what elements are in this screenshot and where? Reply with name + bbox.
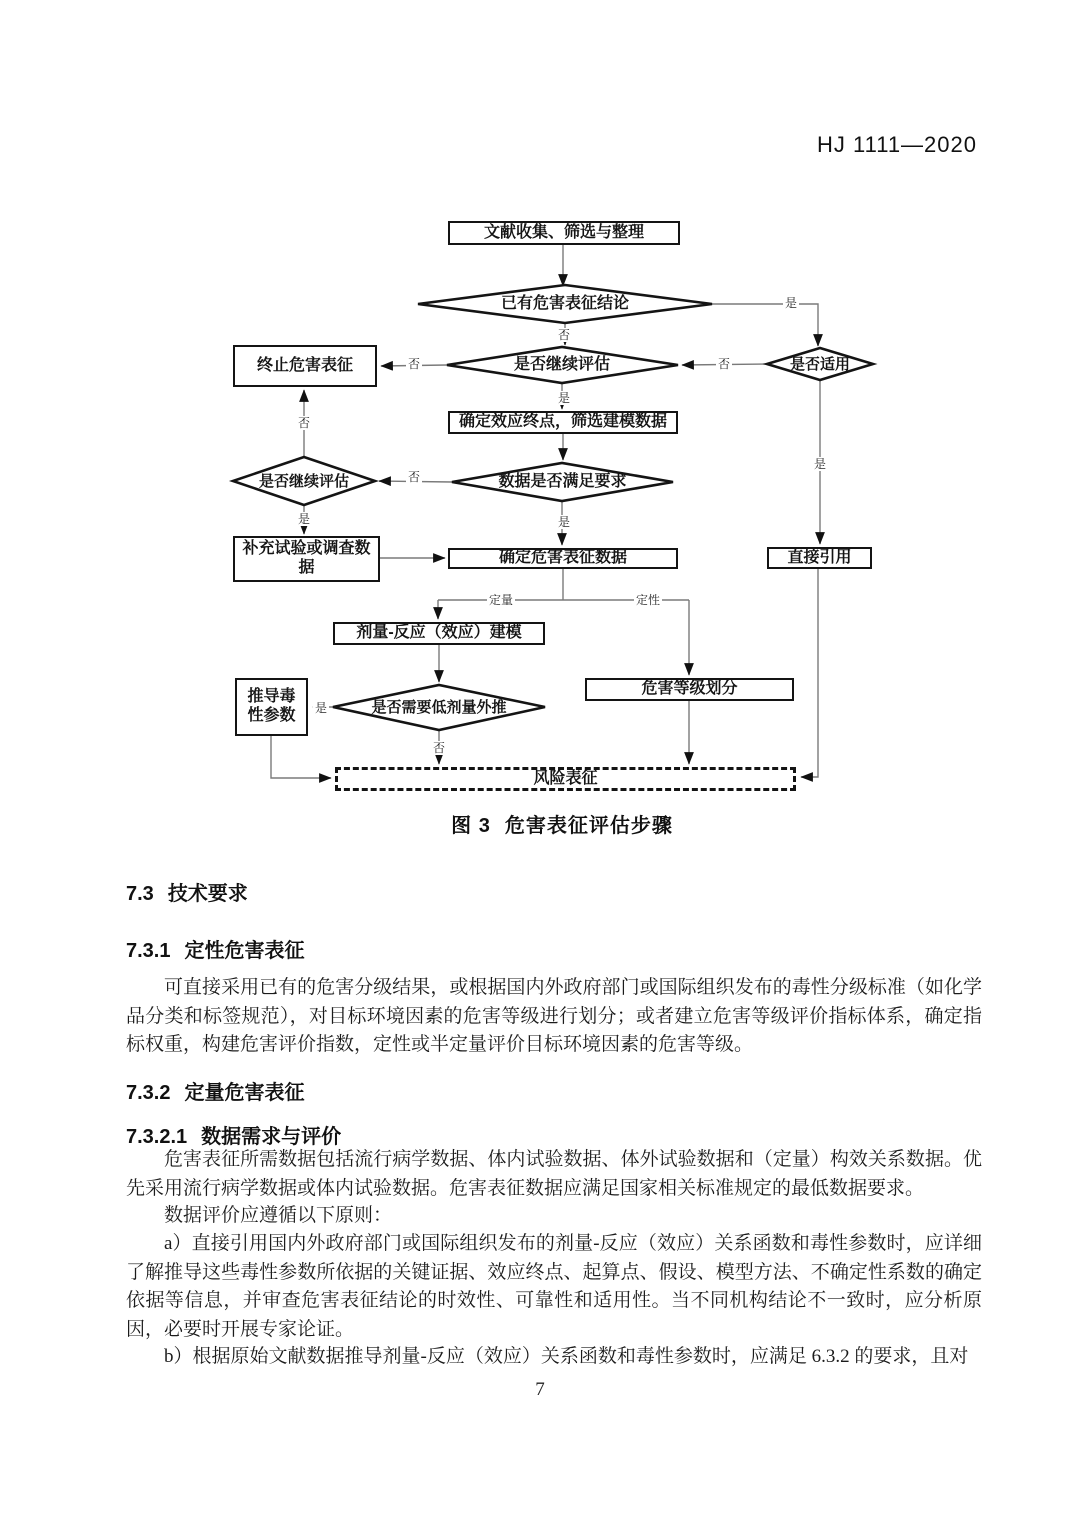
edge-label-no-existing-to-continue1: 否 xyxy=(558,328,571,342)
edge-label-no-continue2-up: 否 xyxy=(298,416,311,430)
heading-7-3-2 xyxy=(126,1076,304,1105)
edge-label-yes-lowdose-to-derive: 是 xyxy=(315,701,328,715)
diamond-low-dose xyxy=(333,685,545,730)
flowchart-box-supplement: 补充试验或调查数据 xyxy=(233,536,380,582)
figure-caption-number: 图 3 xyxy=(451,815,491,837)
list-item-b: b）根据原始文献数据推导剂量-反应（效应）关系函数和毒性参数时，应满足 6.3.2 的要求，且对 xyxy=(164,1346,969,1367)
heading-7-3-2-title: 定量危害表征 xyxy=(184,1082,305,1104)
edge-label-no-lowdose-to-risk: 否 xyxy=(433,741,446,755)
flowchart-box-determine-data: 确定危害表征数据 xyxy=(448,548,678,569)
diamond-applicable xyxy=(767,348,873,380)
paragraph-data-requirements: 危害表征所需数据包括流行病学数据、体内试验数据、体外试验数据和（定量）构效关系数据。优先采用流行病学数据或体内试验数据。危害表征数据应满足国家相关标准规定的最低数据要求。 xyxy=(126,1149,982,1199)
flowchart-box-risk-characterization: 风险表征 xyxy=(335,767,796,791)
flowchart-box-dose-response-modeling: 剂量-反应（效应）建模 xyxy=(333,622,545,645)
diamond-continue-eval-1 xyxy=(447,347,678,383)
heading-7-3-1-number: 7.3.1 xyxy=(126,940,171,962)
heading-7-3-2-1 xyxy=(126,1120,341,1149)
flowchart-box-derive-toxicity: 推导毒性参数 xyxy=(235,678,308,736)
flowchart-diamond-label-low-dose: 是否需要低剂量外推 xyxy=(371,698,507,716)
edge-label-no-continue1-to-terminate: 否 xyxy=(408,357,421,371)
heading-7-3-1 xyxy=(126,934,304,963)
flowchart-box-hazard-grading: 危害等级划分 xyxy=(585,678,794,701)
flowchart-box-literature: 文献收集、筛选与整理 xyxy=(448,221,680,245)
diamond-data-satisfy xyxy=(452,463,673,501)
edge-label-no-applicable-to-continue1: 否 xyxy=(718,357,731,371)
diamond-existing-conclusion xyxy=(418,285,712,323)
flowchart-box-terminate: 终止危害表征 xyxy=(233,345,377,387)
figure-caption xyxy=(340,809,784,838)
heading-7-3-2-1-title: 数据需求与评价 xyxy=(201,1126,342,1148)
edge-label-yes-continue1-to-endpoint: 是 xyxy=(558,391,571,405)
list-item-a: a）直接引用国内外政府部门或国际组织发布的剂量-反应（效应）关系函数和毒性参数时，应详细了解推导这些毒性参数所依据的关键证据、效应终点、起算点、假设、模型方法、不确定性系数的确定依据等信息，并审查危害表征结论的时效性、可靠性和适用性。当不同机构结论不一致时，应分析原因，必要时开展专家论证。 xyxy=(126,1233,982,1340)
paragraph-7-3-1: 可直接采用已有的危害分级结果，或根据国内外政府部门或国际组织发布的毒性分级标准（如化学品分类和标签规范），对目标环境因素的危害等级进行划分；或者建立危害等级评价指标体系，确定指标权重，构建危害评价指数，定性或半定量评价目标环境因素的危害等级。 xyxy=(126,977,982,1055)
diamond-continue-eval-2 xyxy=(233,457,375,505)
edge-label-yes-applicable-to-cite: 是 xyxy=(814,457,827,471)
flowchart-box-endpoint: 确定效应终点，筛选建模数据 xyxy=(448,411,678,434)
flowchart-diamond-label-continue-eval-2: 是否继续评估 xyxy=(258,472,349,490)
flowchart-diamond-label-applicable: 是否适用 xyxy=(789,355,850,373)
flowchart-diamond-label-continue-eval-1: 是否继续评估 xyxy=(513,356,610,373)
heading-7-3-title: 技术要求 xyxy=(167,883,248,905)
heading-7-3-number: 7.3 xyxy=(126,883,154,905)
edge-label-no-datasatisfy-to-continue2: 否 xyxy=(408,470,421,484)
figure-caption-title: 危害表征评估步骤 xyxy=(504,815,673,837)
flowchart-diamond-label-existing-conclusion: 已有危害表征结论 xyxy=(500,295,629,312)
edge-label-quantitative: 定量 xyxy=(489,593,514,607)
flowchart-diamond-label-data-satisfy: 数据是否满足要求 xyxy=(498,473,627,490)
heading-7-3 xyxy=(126,877,248,906)
edge-label-qualitative: 定性 xyxy=(636,593,661,607)
doc-number: HJ 1111—2020 xyxy=(817,132,977,157)
flowchart-box-direct-cite: 直接引用 xyxy=(767,547,872,569)
edge-label-yes-continue2-to-supplement: 是 xyxy=(298,512,311,526)
paragraph-data-evaluation-principles: 数据评价应遵循以下原则： xyxy=(164,1205,393,1226)
heading-7-3-2-number: 7.3.2 xyxy=(126,1082,171,1104)
heading-7-3-1-title: 定性危害表征 xyxy=(184,940,305,962)
edge-label-yes-existing-to-applicable: 是 xyxy=(785,296,798,310)
page-number: 7 xyxy=(535,1379,545,1400)
edge-label-yes-datasatisfy-to-determine: 是 xyxy=(558,515,571,529)
heading-7-3-2-1-number: 7.3.2.1 xyxy=(126,1126,188,1148)
